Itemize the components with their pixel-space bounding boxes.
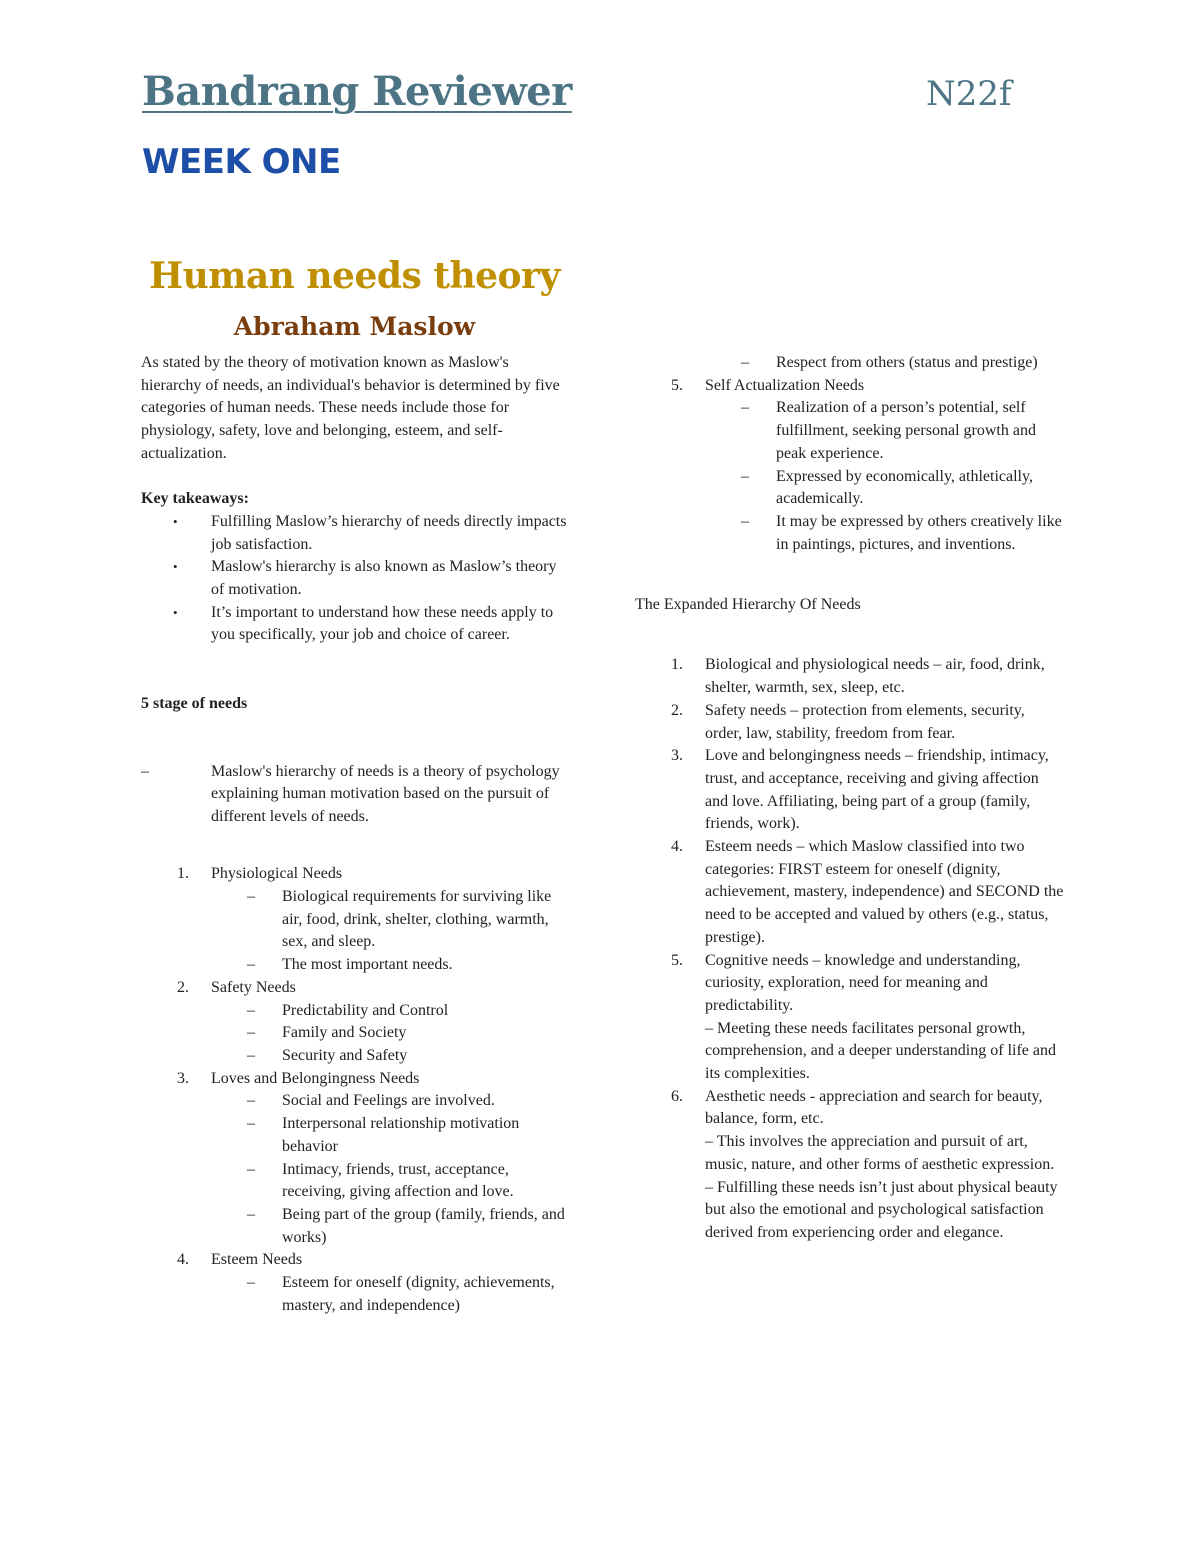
document-code: N22f <box>926 74 1012 114</box>
stage-label: Safety Needs <box>211 978 296 996</box>
list-item <box>211 1000 571 1023</box>
stage-subitems <box>635 397 1065 556</box>
list-item <box>141 556 571 601</box>
stage-number: 3. <box>177 1069 189 1087</box>
list-item <box>635 836 1065 950</box>
item-number: 4. <box>671 838 683 856</box>
item-extra-text: – This involves the appreciation and pursuit of art, music, nature, and other forms of aesthetic expression. <box>705 1133 1055 1173</box>
section-title: Human needs theory <box>149 255 560 297</box>
dash-marker: – <box>247 1024 255 1042</box>
list-item <box>211 886 571 954</box>
list-item <box>211 954 571 977</box>
item-text: Biological and physiological needs – air, food, drink, shelter, warmth, sex, sleep, etc. <box>705 656 1045 697</box>
list-item <box>705 397 1065 465</box>
takeaways-heading: Key takeaways: <box>141 490 249 508</box>
item-text: Safety needs – protection from elements, security, order, law, stability, freedom from fear. <box>705 701 1025 742</box>
list-item <box>635 950 1065 1086</box>
dash-marker: – <box>247 1274 255 1292</box>
list-item <box>635 745 1065 836</box>
list-item <box>211 1022 571 1045</box>
stage-subitems <box>141 1272 571 1317</box>
list-item <box>705 511 1065 556</box>
stage-number: 1. <box>177 865 189 883</box>
subitem-text: Interpersonal relationship motivation behavior <box>282 1115 520 1155</box>
esteem-continued <box>635 352 1065 375</box>
stage-label: Physiological Needs <box>211 865 343 883</box>
subitem-text: Predictability and Control <box>282 1001 449 1019</box>
dash-marker: – <box>141 762 149 780</box>
list-item <box>705 352 1065 375</box>
stage-subitems <box>141 886 571 977</box>
list-item <box>635 654 1065 699</box>
stage-subitems <box>141 1090 571 1249</box>
item-text: Cognitive needs – knowledge and understanding, curiosity, exploration, need for meaning and predictability. <box>705 951 1021 1014</box>
stage-item <box>141 1249 571 1272</box>
takeaway-text: Fulfilling Maslow’s hierarchy of needs directly impacts job satisfaction. <box>211 512 567 553</box>
stage-number: 4. <box>177 1251 189 1269</box>
list-item <box>211 1090 571 1113</box>
item-text: Love and belongingness needs – friendship, intimacy, trust, and acceptance, receiving and giving affection and love. Affiliating, being part of a group (family, friends, work). <box>705 747 1049 833</box>
list-item <box>705 466 1065 511</box>
subitem-text: Social and Feelings are involved. <box>282 1092 495 1110</box>
stage-subitems <box>141 1000 571 1068</box>
item-number: 2. <box>671 701 683 719</box>
subitem-text: Biological requirements for surviving like air, food, drink, shelter, clothing, warmth, sex, and sleep. <box>282 888 552 951</box>
dash-marker: – <box>247 1115 255 1133</box>
stage-item <box>635 375 1065 398</box>
stage-number: 5. <box>671 376 683 394</box>
subitem-text: Intimacy, friends, trust, acceptance, receiving, giving affection and love. <box>282 1160 514 1201</box>
dash-marker: – <box>741 512 749 530</box>
item-extra-text: – Meeting these needs facilitates personal growth, comprehension, and a deeper understanding of life and its complexities. <box>705 1019 1056 1083</box>
subitem-text: Expressed by economically, athletically, academically. <box>776 467 1033 508</box>
dash-marker: – <box>247 1092 255 1110</box>
stage-item <box>141 1068 571 1091</box>
item-body <box>705 1086 1065 1245</box>
item-body <box>705 950 1065 1086</box>
item-number: 6. <box>671 1087 683 1105</box>
list-item <box>211 1113 571 1158</box>
dash-marker: – <box>247 1047 255 1064</box>
dash-marker: – <box>247 1205 255 1223</box>
list-item <box>211 1204 571 1249</box>
stages-heading: 5 stage of needs <box>141 694 248 712</box>
subitem-text: Realization of a person’s potential, self fulfillment, seeking personal growth and peak experience. <box>776 399 1036 462</box>
item-number: 1. <box>671 656 683 674</box>
stage-number: 2. <box>177 978 189 996</box>
subitem-text: The most important needs. <box>282 956 453 974</box>
subitem-text: Esteem for oneself (dignity, achievements, mastery, and independence) <box>282 1274 555 1314</box>
item-extra-text: – Fulfilling these needs isn’t just about physical beauty but also the emotional and psychological satisfaction derived from experiencing order and elegance. <box>705 1178 1058 1241</box>
list-item <box>211 1272 571 1317</box>
subitem-text: Family and Society <box>282 1024 407 1042</box>
item-text: Esteem needs – which Maslow classified into two categories: FIRST esteem for oneself (dignity, achievement, mastery, independence) and SECOND the need to be accepted and valued by others (e.g., status, prestige). <box>705 838 1064 946</box>
stage-label: Esteem Needs <box>211 1251 303 1269</box>
subitem-text: Respect from others (status and prestige) <box>776 354 1038 371</box>
subitem-text: It may be expressed by others creatively like in paintings, pictures, and inventions. <box>776 512 1062 553</box>
list-item <box>141 511 571 556</box>
subitem-text: Being part of the group (family, friends, and works) <box>282 1205 565 1246</box>
list-item <box>635 1086 1065 1245</box>
takeaways-list <box>141 511 571 647</box>
dash-marker: – <box>741 399 749 417</box>
week-title: WEEK ONE <box>142 142 341 182</box>
item-number: 5. <box>671 951 683 969</box>
stage-label: Self Actualization Needs <box>705 376 865 394</box>
dash-marker: – <box>247 1160 255 1178</box>
left-column <box>141 352 571 1317</box>
expanded-list <box>635 654 1065 1244</box>
item-number: 3. <box>671 747 683 765</box>
takeaway-text: It’s important to understand how these needs apply to you specifically, your job and choice of career. <box>211 603 554 644</box>
bullet-icon: • <box>173 513 178 529</box>
expanded-heading: The Expanded Hierarchy Of Needs <box>635 596 861 614</box>
subitem-text: Security and Safety <box>282 1047 408 1064</box>
dash-marker: – <box>741 467 749 485</box>
list-item <box>211 1045 571 1068</box>
bullet-icon: • <box>173 604 178 620</box>
stages-note <box>141 761 571 829</box>
section-author: Abraham Maslow <box>233 312 476 341</box>
stage-label: Loves and Belongingness Needs <box>211 1069 420 1087</box>
stage-item <box>141 977 571 1000</box>
dash-marker: – <box>741 354 749 371</box>
dash-marker: – <box>247 888 255 906</box>
right-column <box>635 352 1065 1245</box>
list-item <box>635 700 1065 745</box>
takeaway-text: Maslow's hierarchy is also known as Maslow’s theory of motivation. <box>211 558 557 599</box>
stages-note-text: Maslow's hierarchy of needs is a theory of psychology explaining human motivation based on the pursuit of different levels of needs. <box>211 762 560 825</box>
list-item <box>141 602 571 647</box>
bullet-icon: • <box>173 559 178 575</box>
dash-marker: – <box>247 956 255 974</box>
stage-item <box>141 863 571 886</box>
list-item <box>211 1159 571 1204</box>
document-title: Bandrang Reviewer <box>142 68 572 115</box>
dash-marker: – <box>247 1001 255 1019</box>
intro-paragraph: As stated by the theory of motivation known as Maslow's hierarchy of needs, an individual's behavior is determined by five categories of human needs. These needs include those for physiology, safety, love and belonging, esteem, and self-actualization. <box>141 354 560 462</box>
item-text: Aesthetic needs - appreciation and search for beauty, balance, form, etc. <box>705 1087 1043 1128</box>
